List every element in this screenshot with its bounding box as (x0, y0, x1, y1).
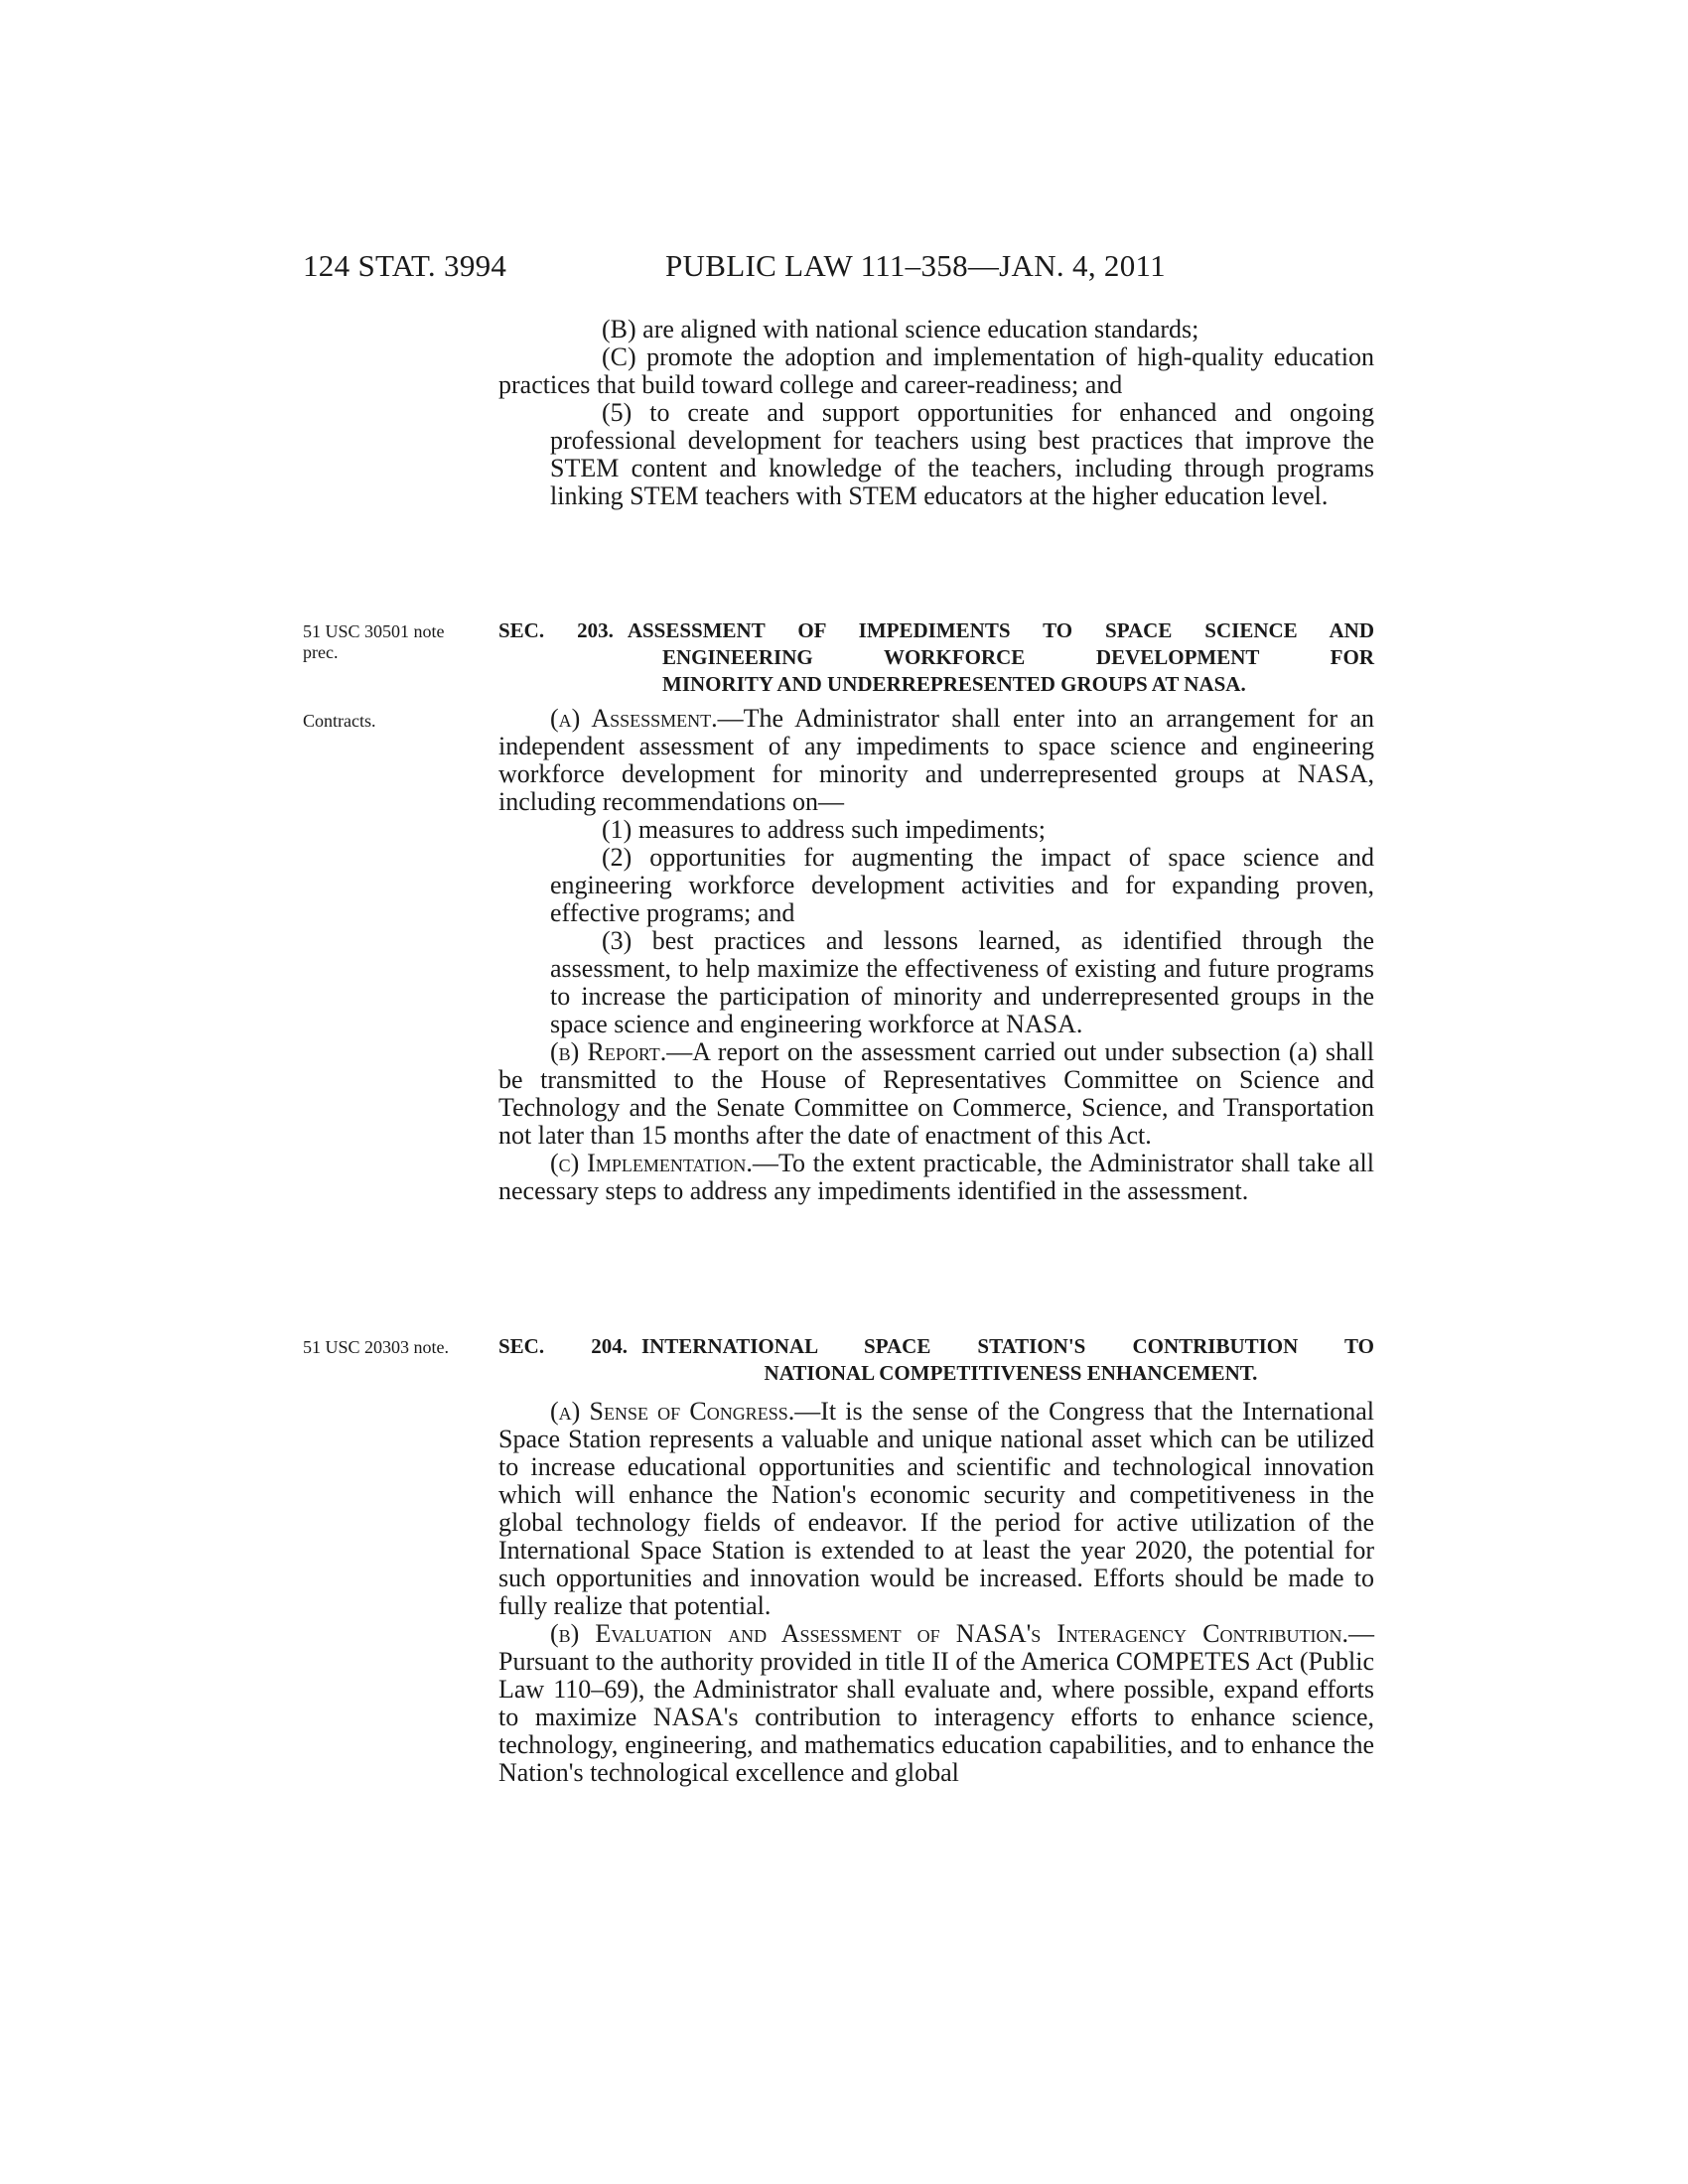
section-204-number: SEC. 204. (498, 1334, 628, 1358)
paragraph-5: (5) to create and support opportunities for enhanced and ongoing professional development for teachers using best practices that improve the STEM content and knowledge of the teachers, including through programs linking STEM teachers with STEM educators at the higher education level. (550, 398, 1374, 510)
section-203-title-line-2: ENGINEERING WORKFORCE DEVELOPMENT FOR (662, 645, 1374, 669)
margin-note-sec204-citation: 51 USC 20303 note. (303, 1337, 450, 1357)
subsection-b-text: —Pursuant to the authority provided in title II of the America COMPETES Act (Public Law 110–69), the Administrator shall evaluate and, where possible, expand efforts to maximize NASA's contribution to interagency efforts to enhance science, technology, engineering, and mathematics education capabilities, and to enhance the Nation's technological excellence and global (498, 1619, 1374, 1787)
page-header (303, 248, 1375, 288)
public-law-title: PUBLIC LAW 111–358—JAN. 4, 2011 (665, 248, 1166, 283)
subsection-a-label: (a) Assessment. (550, 704, 718, 733)
continued-text (498, 316, 1374, 510)
section-204-body (498, 1398, 1374, 1787)
paragraph-3: (3) best practices and lessons learned, as identified through the assessment, to help maximize the effectiveness of existing and future programs to increase the participation of minority and underrepresented groups in the space science and engineering workforce at NASA. (550, 926, 1374, 1038)
section-203-number: SEC. 203. (498, 618, 614, 642)
subsection-b-report (498, 1038, 1374, 1150)
subsection-c-label: (c) Implementation. (550, 1149, 753, 1177)
subsection-a-text: —It is the sense of the Congress that the International Space Station represents a valuable and unique national asset which can be utilized to increase educational opportunities and scientific and technological innovation which will enhance the Nation's economic security and competitiveness in the global technology fields of endeavor. If the period for active utilization of the International Space Station is extended to at least the year 2020, the potential for such opportunities and innovation would be increased. Efforts should be made to fully realize that potential. (498, 1397, 1374, 1620)
subsection-b-label: (b) Evaluation and Assessment of NASA's Interagency Contribution. (550, 1619, 1348, 1648)
section-204-title-line-1: INTERNATIONAL SPACE STATION'S CONTRIBUTION TO (640, 1334, 1374, 1358)
subsection-c-text: —To the extent practicable, the Administrator shall take all necessary steps to address any impediments identified in the assessment. (498, 1149, 1375, 1205)
clause-c-continued: (C) promote the adoption and implementation of high-quality education practices that build toward college and career-readiness; and (498, 342, 1374, 399)
section-203-title-line-3: MINORITY AND UNDERREPRESENTED GROUPS AT NASA. (662, 672, 1246, 696)
margin-note-sec203-citation: 51 USC 30501 note prec. (303, 621, 445, 662)
paragraph-1: (1) measures to address such impediments; (602, 815, 1046, 844)
statute-page-number: 124 STAT. 3994 (303, 248, 507, 283)
subsection-a-text: —The Administrator shall enter into an arrangement for an independent assessment of any impediments to space science and engineering workforce development for minority and underrepresented groups at NASA, including recommendations on— (498, 704, 1374, 816)
section-203-body (498, 705, 1374, 1205)
section-203-title-line-1: ASSESSMENT OF IMPEDIMENTS TO SPACE SCIENCE AND (627, 618, 1374, 642)
subsection-b-label: (b) Report. (550, 1037, 667, 1066)
subsection-a-assessment (498, 705, 1374, 816)
subsection-b-text: —A report on the assessment carried out under subsection (a) shall be transmitted to the House of Representatives Committee on Science and Technology and the Senate Committee on Commerce, Science, and Transportation not later than 15 months after the date of enactment of this Act. (498, 1037, 1374, 1150)
subsection-c-implementation (498, 1150, 1374, 1205)
subsection-a-sense-of-congress (498, 1398, 1374, 1620)
section-204-title-line-2: NATIONAL COMPETITIVENESS ENHANCEMENT. (764, 1361, 1258, 1385)
section-204-heading (498, 1333, 1374, 1387)
margin-note-contracts: Contracts. (303, 711, 376, 731)
paragraph-2: (2) opportunities for augmenting the impact of space science and engineering workforce development activities and for expanding proven, effective programs; and (550, 843, 1374, 927)
subsection-a-label: (a) Sense of Congress. (550, 1397, 795, 1426)
subsection-b-evaluation (498, 1620, 1374, 1787)
clause-b-continued: (B) are aligned with national science education standards; (602, 315, 1199, 343)
section-203-heading (498, 617, 1374, 698)
